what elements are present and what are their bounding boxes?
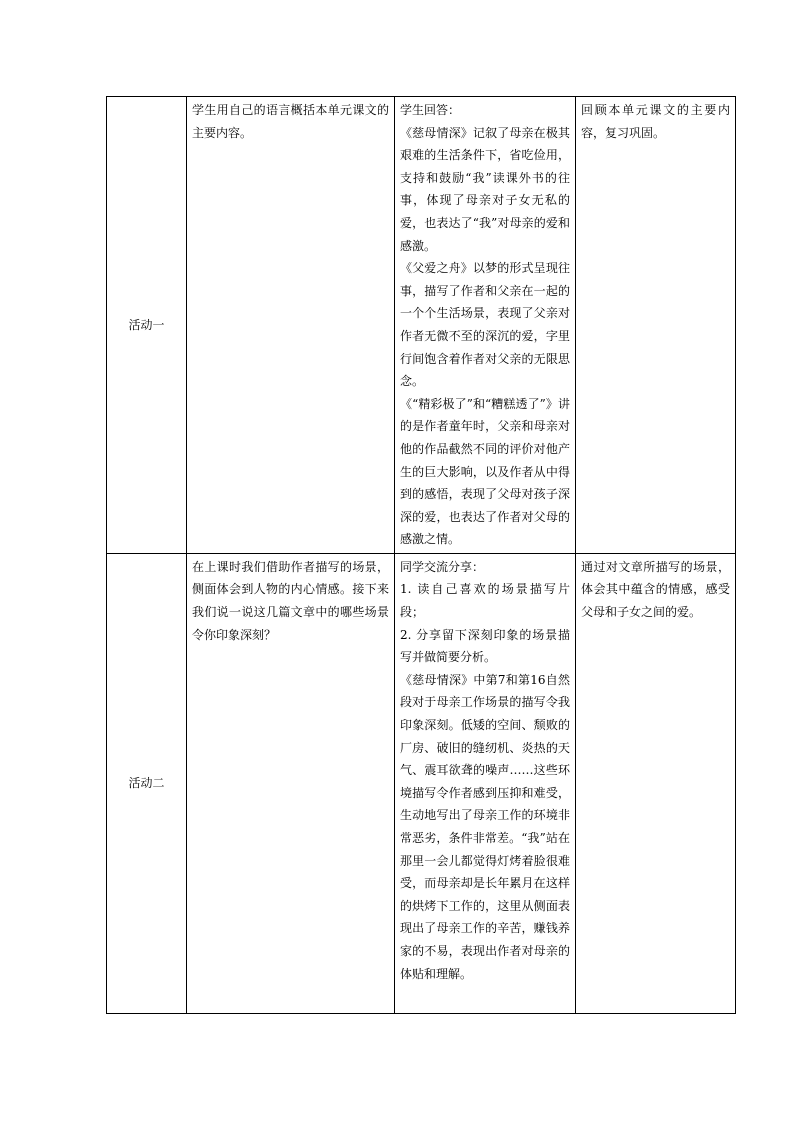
- design-purpose-text: 通过对文章所描写的场景，体会其中蕴含的情感，感受父母和子女之间的爱。: [581, 559, 730, 620]
- design-purpose-cell: [576, 97, 736, 554]
- table-row-activity-1: [107, 97, 736, 554]
- teacher-activity-cell: [187, 97, 395, 554]
- student-step-item: 2. 分享留下深刻印象的场景描写并做简要分析。: [400, 627, 570, 665]
- lesson-plan-table: [106, 96, 736, 1014]
- table-row-activity-2: [107, 553, 736, 1013]
- design-purpose-text: 回顾本单元课文的主要内容，复习巩固。: [581, 103, 730, 140]
- student-activity-cell: [395, 97, 576, 554]
- student-answer-paragraph: 《父爱之舟》以梦的形式呈现往事，描写了作者和父亲在一起的一个个生活场景，表现了父亲对作者无微不至的深沉的爱，字里行间饱含着作者对父亲的无限思念。: [400, 261, 570, 389]
- student-activity-title: 学生回答：: [400, 103, 461, 117]
- design-purpose-cell: [576, 553, 736, 1013]
- student-activity-title: 同学交流分享：: [400, 559, 485, 574]
- student-activity-cell: [395, 553, 576, 1013]
- teacher-activity-text: 学生用自己的语言概括本单元课文的主要内容。: [192, 103, 389, 140]
- student-answer-paragraph: 《“精彩极了”和“糟糕透了”》讲的是作者童年时，父亲和母亲对他的作品截然不同的评价对他产生的巨大影响，以及作者从中得到的感悟，表现了父母对孩子深深的爱，也表达了作者对父母的感激之情。: [400, 396, 570, 547]
- activity-label: 活动一: [107, 97, 187, 554]
- teacher-activity-text: 在上课时我们借助作者描写的场景，侧面体会到人物的内心情感。接下来我们说一说这几篇文章中的哪些场景令你印象深刻？: [192, 559, 389, 642]
- student-step-item: 1. 读自己喜欢的场景描写片段；: [400, 582, 570, 620]
- activity-label: 活动二: [107, 553, 187, 1013]
- student-answer-paragraph: 《慈母情深》中第7和第16自然段对于母亲工作场景的描写令我印象深刻。低矮的空间、颓败的厂房、破旧的缝纫机、炎热的天气、震耳欲聋的噪声……这些环境描写令作者感到压抑和难受，生动地写出了母亲工作的环境非常恶劣，条件非常差。“我”站在那里一会儿都觉得灯烤着脸很难受，而母亲却是长年累月在这样的烘烤下工作的，这里从侧面表现出了母亲工作的辛苦，赚钱养家的不易，表现出作者对母亲的体贴和理解。: [400, 672, 570, 981]
- teacher-activity-cell: [187, 553, 395, 1013]
- student-answer-paragraph: 《慈母情深》记叙了母亲在极其艰难的生活条件下，省吃俭用，支持和鼓励“我”读课外书的往事，体现了母亲对子女无私的爱，也表达了“我”对母亲的爱和感激。: [400, 125, 570, 253]
